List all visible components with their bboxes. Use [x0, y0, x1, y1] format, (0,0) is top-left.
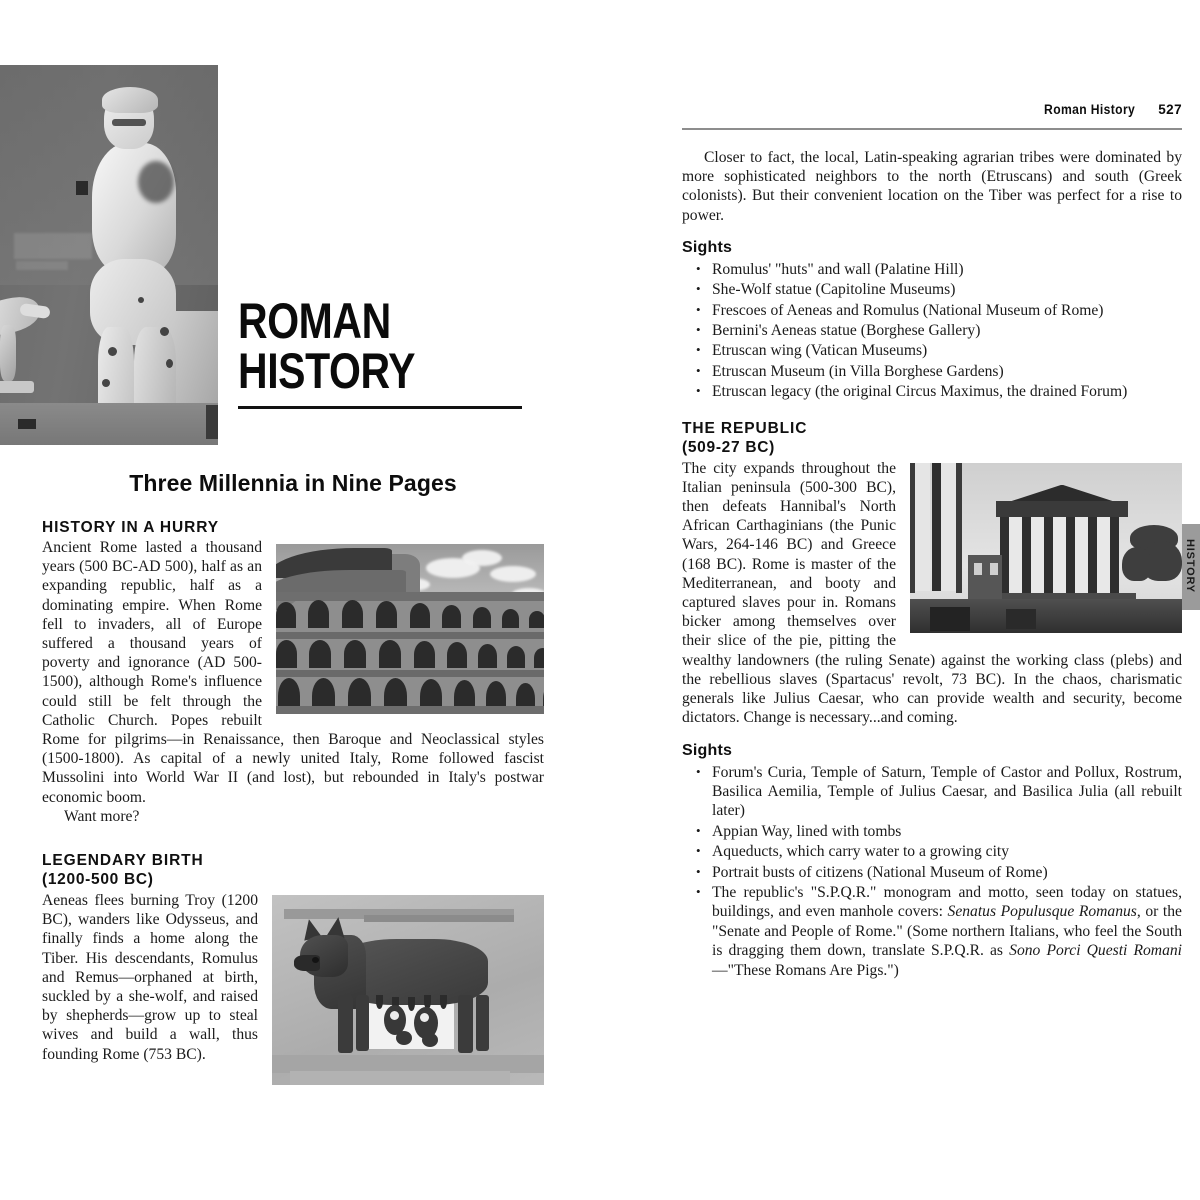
spqr-latin-motto: Senatus Populusque Romanus — [947, 903, 1137, 921]
section-paragraph: Ancient Rome lasted a thousand years (500 BC-AD 500), half as an expanding republic, half as a dominating empire. When Rome fell to invaders, all of Europe suffered a thousand years of poverty and ignorance (AD 500-1500), although Rome's influence could still be felt through the Catholic Church. Popes rebuilt Rome for pilgrims—in Renaissance, then Baroque and Neoclassical styles (1500-1800). As capital of a newly united Italy, Rome followed fascist Mussolini into World War II (and lost), but rebounded in Italy's postwar economic boom. — [42, 539, 544, 806]
colosseum-photograph — [276, 544, 544, 714]
section-date-range: (1200-500 BC) — [42, 871, 154, 889]
list-item: • Romulus' "huts" and wall (Palatine Hill) — [682, 260, 1182, 279]
she-wolf-statue-photograph — [272, 895, 544, 1085]
spqr-text-part-2: , or the "Senate and People of Rome." (Some northern Italians, who feel the South is dragging them down, translate S.P.Q.R. as — [712, 903, 1182, 960]
right-column-body — [682, 148, 1182, 981]
left-column-body — [42, 470, 544, 1091]
section-legendary-birth — [42, 852, 544, 1064]
running-head-title: Roman History — [1043, 102, 1136, 117]
list-item: • Etruscan Museum (in Villa Borghese Gardens) — [682, 362, 1182, 381]
spqr-joke-latin: Sono Porci Questi Romani — [1009, 942, 1182, 960]
list-item: • Aqueducts, which carry water to a growing city — [682, 842, 1182, 861]
running-head — [1039, 102, 1182, 117]
chapter-subtitle: Three Millennia in Nine Pages — [129, 470, 457, 496]
section-heading: THE REPUBLIC — [682, 419, 808, 437]
section-paragraph: Aeneas flees burning Troy (1200 BC), wanders like Odysseus, and finally finds a home along the Tiber. His descendants, Romulus and Remus—orphaned at birth, suckled by a she-wolf, and raised by shepherds—grow up to steal wives and build a wall, thus founding Rome (753 BC). — [42, 892, 258, 1063]
spqr-text-part-1: The republic's "S.P.Q.R." monogram and motto, seen today on statues, buildings, and even manhole covers: — [712, 883, 1182, 921]
page-number: 527 — [1158, 102, 1182, 117]
intro-paragraph: Closer to fact, the local, Latin-speaking agrarian tribes were dominated by more sophisticated neighbors to the north (Etruscans) and south (Greek colonists). But their convenient location on the Tiber was perfect for a rise to power. — [682, 149, 1182, 224]
spqr-text-part-3: —"These Romans Are Pigs.") — [712, 961, 899, 979]
roman-forum-photograph — [910, 463, 1182, 633]
section-paragraph: The city expands throughout the Italian peninsula (500-300 BC), then defeats Hannibal's North African Carthaginians (the Punic Wars, 264-146 BC) and Greece (168 BC). Rome is master of the Mediterranean, and booty and captured slaves pour in. Romans bicker among themselves over their slice of the pie, pitting the wealthy landowners (the ruling Senate) against the working class (plebs) and the rebellious slaves (Spartacus' revolt, 73 BC). In the chaos, charismatic generals like Julius Caesar, who can provide wealth and security, become dictators. Change is necessary...and coming. — [682, 459, 1182, 727]
sights-heading: Sights — [682, 238, 733, 256]
list-item: • Appian Way, lined with tombs — [682, 822, 1182, 841]
section-history-in-a-hurry — [42, 519, 544, 826]
list-item: • Etruscan legacy (the original Circus Maximus, the drained Forum) — [682, 382, 1182, 401]
title-line-2: HISTORY — [238, 343, 416, 399]
sights-list-the-republic — [682, 763, 1182, 980]
header-divider — [682, 128, 1182, 130]
sights-list-legendary-birth — [682, 260, 1182, 402]
page-title — [238, 293, 528, 399]
thumb-tab-history[interactable] — [1180, 524, 1200, 610]
section-heading: LEGENDARY BIRTH — [42, 852, 204, 870]
list-item: • She-Wolf statue (Capitoline Museums) — [682, 280, 1182, 299]
list-item-spqr — [682, 883, 1182, 980]
section-date-range: (509-27 BC) — [682, 438, 775, 456]
list-item: • Etruscan wing (Vatican Museums) — [682, 341, 1182, 360]
section-the-republic — [682, 420, 1182, 728]
thumb-tab-label: HISTORY — [1184, 539, 1196, 593]
list-item: • Portrait busts of citizens (National Museum of Rome) — [682, 863, 1182, 882]
list-item: • Forum's Curia, Temple of Saturn, Temple of Castor and Pollux, Rostrum, Basilica Aemilia, Temple of Julius Caesar, and Basilica Julia (all rebuilt later) — [682, 763, 1182, 821]
section-heading: HISTORY IN A HURRY — [42, 519, 219, 536]
section-paragraph-2: Want more? — [64, 807, 140, 825]
title-line-1: ROMAN — [238, 293, 391, 349]
sights-heading: Sights — [682, 741, 733, 759]
title-divider — [238, 406, 522, 409]
right-page — [600, 0, 1200, 1200]
list-item: • Bernini's Aeneas statue (Borghese Gallery) — [682, 321, 1182, 340]
statue-photograph — [0, 65, 218, 445]
list-item: • Frescoes of Aeneas and Romulus (National Museum of Rome) — [682, 301, 1182, 320]
